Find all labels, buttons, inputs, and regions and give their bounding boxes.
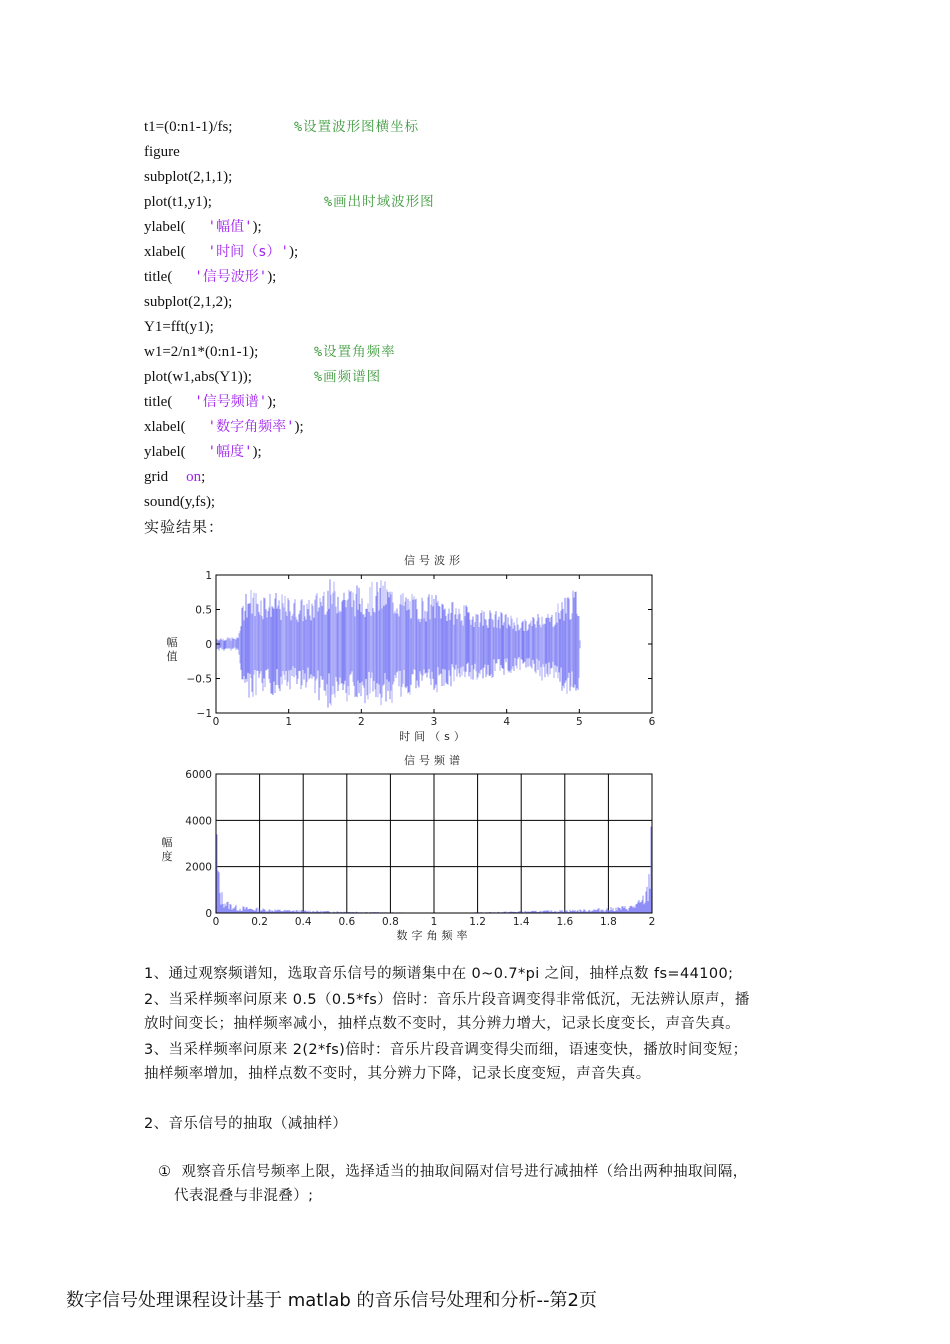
code-line [144,491,215,513]
x-tick-label: 1 [285,716,293,728]
code-tail: ); [267,269,277,285]
x-tick-label: 1.6 [556,916,574,928]
code-comment: %设置角频率 [314,344,396,360]
code-string: '幅值' [207,219,253,235]
code-text: ylabel( [144,444,186,460]
para-1 [144,962,733,986]
code-line [144,191,435,213]
code-line [144,216,262,238]
code-tail: ; [201,469,206,485]
code-line [144,391,276,413]
code-line [144,291,232,313]
x-tick-label: 0 [212,916,220,928]
para-1-line-1: 1、通过观察频谱知，选取音乐信号的频谱集中在 0~0.7*pi 之间，抽样点数 fs=44100; [144,966,734,982]
y-tick-label: −1 [196,708,212,720]
x-tick-label: 0.6 [338,916,356,928]
para-2-line-2: 放时间变长；抽样频率减小，抽样点数不变时，其分辨力增大，记录长度变长，声音失真。 [144,1016,740,1032]
code-string: '信号频谱' [194,394,268,410]
code-string: '幅度' [207,444,253,460]
code-tail: ); [288,244,299,260]
y-axis-label-char: 度 [161,850,173,863]
y-axis-label-char: 值 [166,650,178,663]
code-text: Y1=fft(y1); [144,319,214,335]
code-text: xlabel( [144,244,186,260]
page-footer: 数字信号处理课程设计基于 matlab 的音乐信号处理和分析--第2页 [66,1290,597,1311]
code-tail: ); [252,219,262,235]
list-line-1: 观察音乐信号频率上限，选择适当的抽取间隔对信号进行减抽样（给出两种抽取间隔， [181,1164,748,1180]
code-tail: ); [252,444,262,460]
y-tick-label: 0 [205,908,212,920]
code-text: subplot(2,1,2); [144,294,233,310]
code-tail: ); [294,419,304,435]
list-item [158,1160,748,1208]
para-2-line-1: 2、当采样频率问原来 0.5（0.5*fs）倍时：音乐片段音调变得非常低沉，无法辨认原声，播 [144,992,750,1008]
section-title: 2、音乐信号的抽取（减抽样） [144,1116,348,1132]
y-axis-label-char: 幅 [161,836,173,849]
code-text: figure [144,144,180,160]
y-tick-label: 1 [205,570,212,582]
x-tick-label: 1.8 [600,916,617,928]
x-tick-label: 0.2 [251,916,268,928]
y-tick-label: 6000 [185,769,212,781]
x-tick-label: 3 [430,716,438,728]
y-tick-label: 0 [205,639,212,651]
x-tick-label: 2 [648,916,656,928]
code-line [144,241,298,263]
code-line [144,116,420,138]
list-line-2: 代表混叠与非混叠）; [174,1188,314,1204]
y-tick-label: −0.5 [186,673,212,686]
waveform-chart [0,550,950,750]
x-tick-label: 1.4 [512,916,530,928]
code-string: '数字角频率' [207,419,295,435]
spectrum-chart [0,750,950,950]
y-tick-label: 0.5 [195,604,212,617]
x-tick-label: 0.8 [382,916,399,928]
code-text: plot(t1,y1); [144,194,212,210]
code-comment: %画频谱图 [314,369,382,385]
code-text: w1=2/n1*(0:n1-1); [144,344,259,360]
x-tick-label: 1.2 [469,916,486,928]
x-tick-label: 0.4 [294,916,312,928]
code-text: title( [144,269,173,285]
x-tick-label: 6 [648,716,656,728]
code-line [144,266,276,288]
chart-title: 信号波形 [404,554,464,567]
para-2 [144,988,750,1036]
code-line [144,441,262,463]
x-axis-label: 数字角频率 [396,929,472,942]
code-comment: %设置波形图横坐标 [294,119,420,135]
code-line [144,366,382,388]
y-tick-label: 4000 [185,815,212,828]
code-line [144,141,180,163]
code-comment: %画出时域波形图 [324,194,435,210]
y-axis-label-char: 幅 [166,636,178,649]
waveform-series [217,579,580,707]
code-string: '信号波形' [194,269,268,285]
chart-title: 信号频谱 [404,754,464,767]
x-axis-label: 时间（s） [399,730,469,743]
code-text: title( [144,394,173,410]
code-line [144,316,214,338]
list-marker: ① [158,1164,172,1180]
x-tick-label: 4 [503,716,511,728]
code-line [144,166,232,188]
code-text: subplot(2,1,1); [144,169,233,185]
code-line [144,466,205,488]
code-tail: ); [267,394,277,410]
code-keyword: on [186,469,202,485]
x-tick-label: 0 [212,716,220,728]
para-3-line-2: 抽样频率增加，抽样点数不变时，其分辨力下降，记录长度变短，声音失真。 [144,1066,651,1082]
result-label: 实验结果： [144,518,225,536]
x-tick-label: 5 [575,716,583,728]
code-string: '时间（s）' [207,244,289,260]
code-line [144,341,396,363]
code-line [144,416,304,438]
y-tick-label: 2000 [185,861,212,874]
x-tick-label: 2 [357,716,365,728]
x-tick-label: 1 [430,916,438,928]
para-3 [144,1038,748,1086]
code-text: t1=(0:n1-1)/fs; [144,119,233,135]
code-text: plot(w1,abs(Y1)); [144,369,252,385]
code-text: ylabel( [144,219,186,235]
code-text: grid [144,469,169,485]
code-text: sound(y,fs); [144,494,216,510]
code-text: xlabel( [144,419,186,435]
para-3-line-1: 3、当采样频率问原来 2(2*fs)倍时：音乐片段音调变得尖而细，语速变快，播放时间变短； [144,1042,748,1058]
